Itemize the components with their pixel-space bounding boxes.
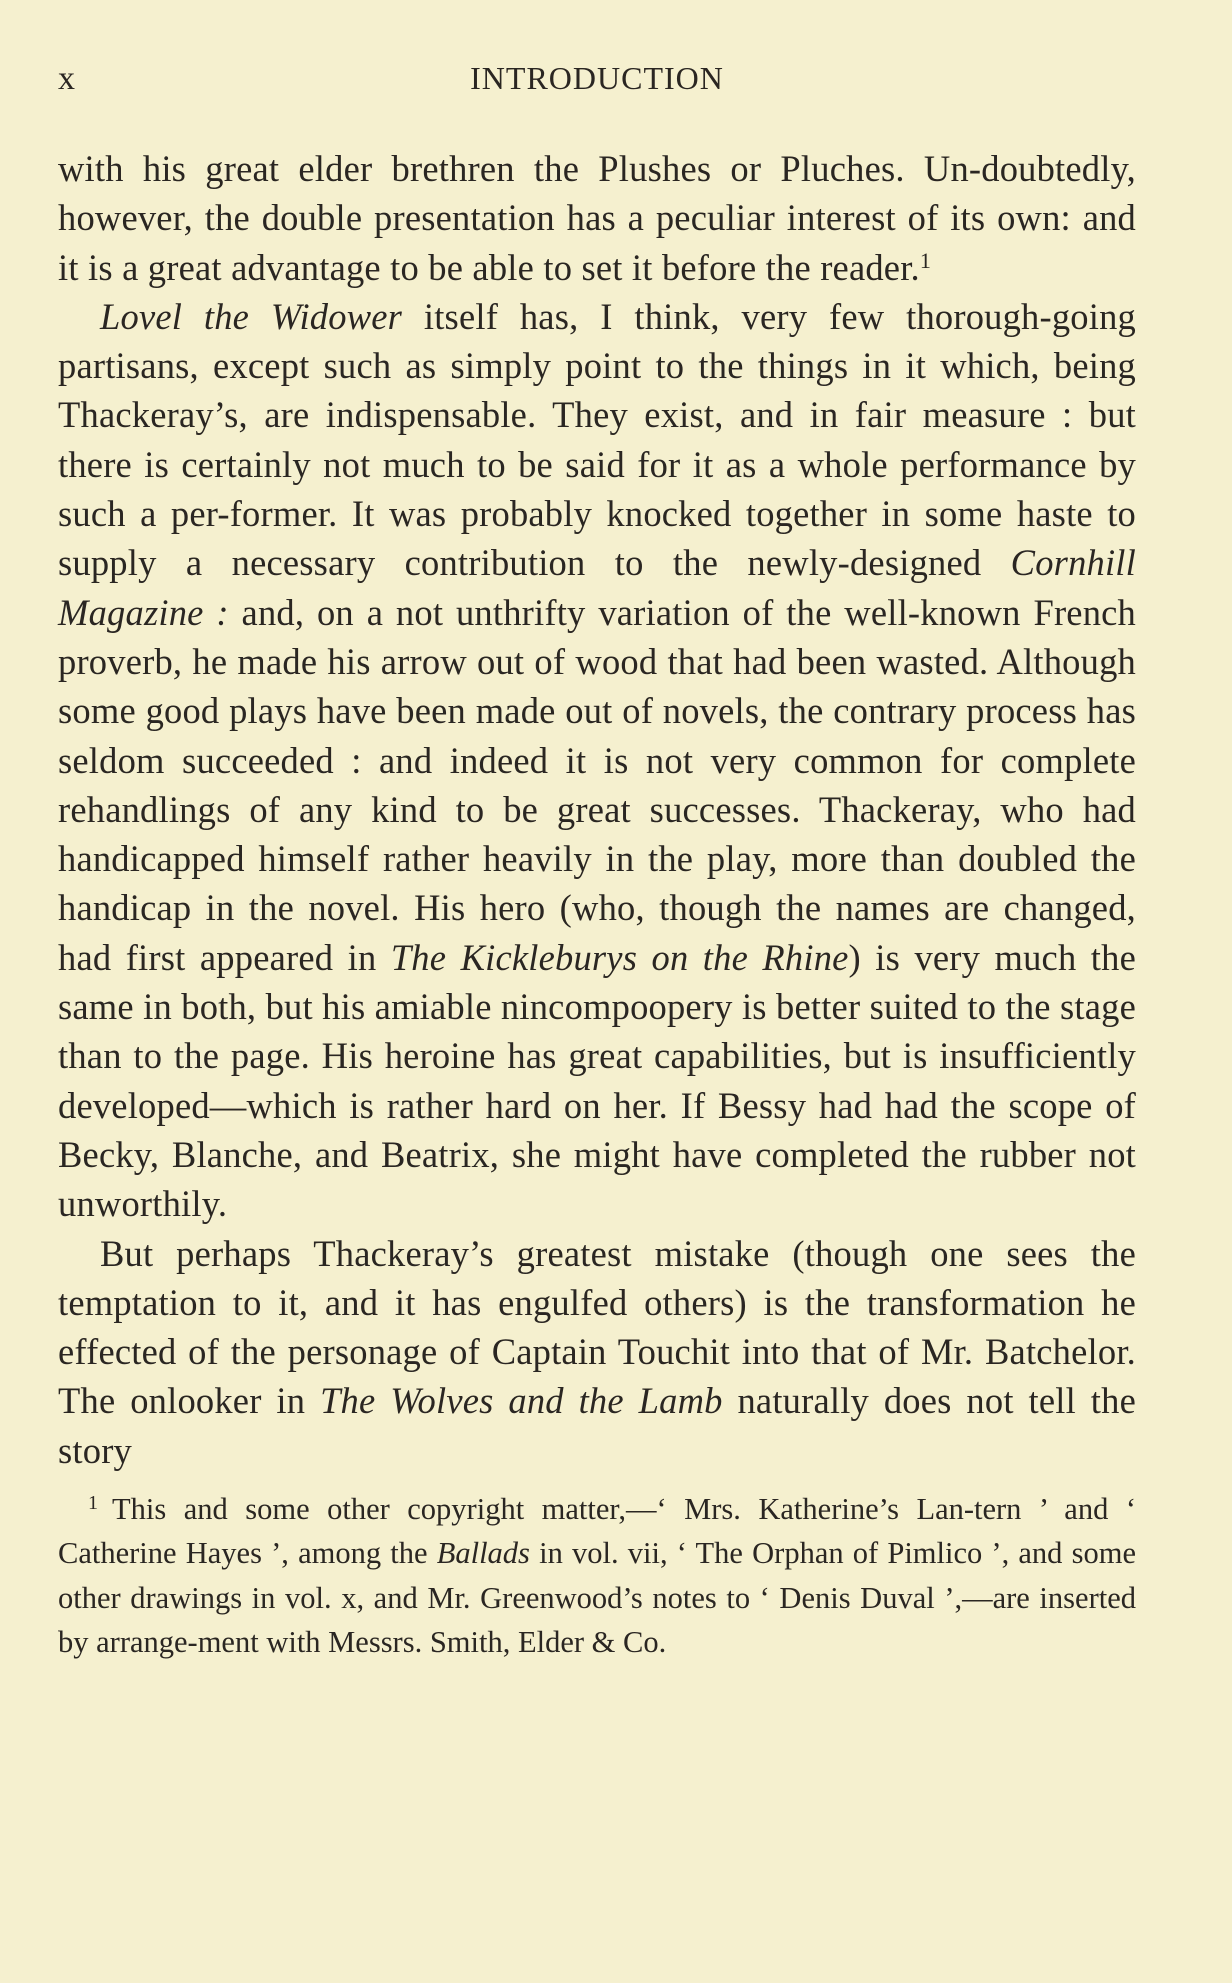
running-head: INTRODUCTION [470, 60, 724, 96]
text-run: ) is very much the same in both, but his amiable nincompoopery is better suited to the stage than to the page. His heroine has great capabilities, but is insufficiently developed—which is rather hard on her. If Bessy had had the scope of Becky, Blanche, and Beatrix, she might have completed the rubber not unworthily. [58, 936, 1136, 1225]
page-number: x [58, 60, 76, 97]
italic-title: Ballads [436, 1536, 530, 1571]
italic-title: The Kickleburys on the Rhine [390, 936, 849, 978]
footnote [58, 1487, 1136, 1665]
text-run: This and some other copyright matter,—‘ Mrs. Katherine’s Lan-tern ’ and ‘ Catherine Hayes ’, among the [58, 1492, 1136, 1571]
italic-title: Lovel the Widower [100, 295, 403, 337]
footnote-reference: 1 [919, 247, 932, 273]
page-header [58, 56, 1136, 112]
body-text [58, 144, 1136, 1475]
book-page [58, 56, 1136, 1956]
text-run: and, on a not unthrifty variation of the well-known French proverb, he made his arrow out of wood that had been wasted. Although some good plays have been made out of novels, the contrary process has seldom succeeded : and indeed it is not very common for complete rehandlings of any kind to be great successes. Thackeray, who had handicapped himself rather heavily in the play, more than doubled the handicap in the novel. His hero (who, though the names are changed, had first appeared in [58, 591, 1137, 978]
body-paragraph [58, 144, 1136, 292]
body-paragraph [58, 292, 1136, 1229]
footnote-marker: 1 [88, 1492, 98, 1515]
body-paragraph [58, 1229, 1136, 1475]
footnotes [58, 1487, 1136, 1665]
italic-title: The Wolves and the Lamb [320, 1380, 723, 1422]
text-run: in vol. vii, ‘ The Orphan of Pimlico ’, and some other drawings in vol. x, and Mr. Greenwood’s notes to ‘ Denis Duval ’,—are inserted by arrange-ment with Messrs. Smith, Elder & Co. [58, 1536, 1136, 1660]
text-run: with his great elder brethren the Plushes or Pluches. Un-doubtedly, however, the double presentation has a peculiar interest of its own: and it is a great advantage to be able to set it before the reader. [58, 148, 1136, 288]
italic-title: Cornhill Magazine : [58, 542, 1136, 633]
text-run: naturally does not tell the story [58, 1380, 1136, 1471]
text-run: But perhaps Thackeray’s greatest mistake (though one sees the temptation to it, and it has engulfed others) is the transformation he effected of the personage of Captain Touchit into that of Mr. Batchelor. The onlooker in [58, 1232, 1136, 1422]
text-run: itself has, I think, very few thorough-going partisans, except such as simply point to the things in it which, being Thackeray’s, are indispensable. They exist, and in fair measure : but there is certainly not much to be said for it as a whole performance by such a per-former. It was probably knocked together in some haste to supply a necessary contribution to the newly-designed [58, 295, 1136, 584]
